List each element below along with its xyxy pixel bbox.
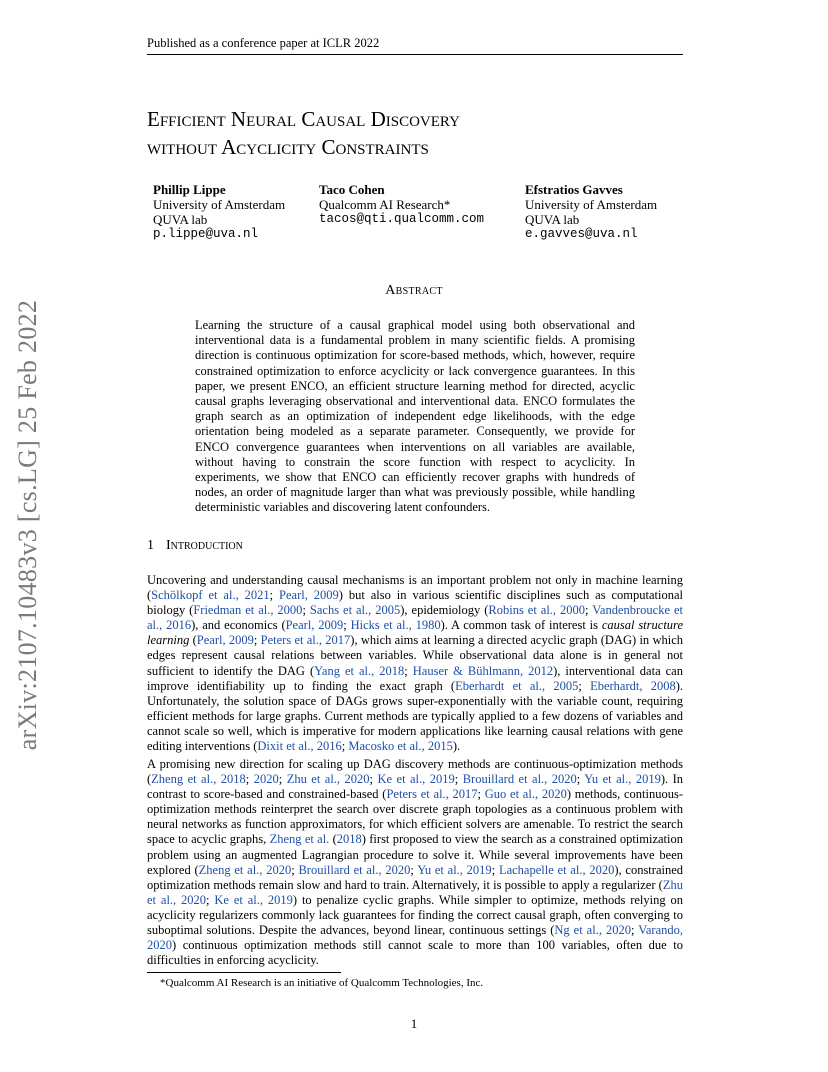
section-number: 1 <box>147 538 154 553</box>
emphasis-text: causal structure learning <box>147 618 683 648</box>
page-number: 1 <box>410 1016 418 1031</box>
citation-link[interactable]: Dixit et al., 2016 <box>257 739 342 754</box>
author-affiliation: Qualcomm AI Research* <box>319 197 451 212</box>
author-affiliation: University of Amsterdam <box>525 197 658 212</box>
running-header: Published as a conference paper at ICLR 2022 <box>147 36 380 50</box>
citation-link[interactable]: Ng et al., 2020 <box>554 923 631 938</box>
citation-link[interactable]: Eberhardt et al., 2005 <box>455 678 579 693</box>
citation-link[interactable]: Yu et al., 2019 <box>417 862 492 877</box>
citation-link[interactable]: Peters et al., 2017 <box>260 633 351 648</box>
author-name: Phillip Lippe <box>153 182 226 197</box>
citation-link[interactable]: Guo et al., 2020 <box>484 787 567 802</box>
citation-link[interactable]: Yu et al., 2019 <box>584 772 661 787</box>
author-2 <box>319 182 484 227</box>
paper-title <box>147 105 460 161</box>
citation-link[interactable]: Zheng et al., 2018 <box>151 772 246 787</box>
author-1 <box>153 182 285 242</box>
citation-link[interactable]: Vandenbroucke et al., 2016 <box>147 603 683 633</box>
abstract-text: Learning the structure of a causal graphical model using both observational and interventional data is a fundamental problem in many scientific fields. A promising direction is continuous optimization for score-based methods, which, however, require constrained optimization to enforce acyclicity or lack convergence guarantees. In this paper, we present ENCO, an efficient structure learning method for directed, acyclic causal graphs leveraging observational and interventional data. ENCO formulates the graph search as an optimization of independent edge likelihoods, with the edge orientation being modeled as a separate parameter. Consequently, we provide for ENCO convergence guarantees when interventions on all variables are available, without having to constrain the score function with respect to acyclicity. In experiments, we show that ENCO can efficiently recover graphs with hundreds of nodes, an order of magnitude larger than what was previously possible, while handling deterministic variables and discovering latent confounders. <box>195 318 635 515</box>
arxiv-stamp <box>10 290 46 760</box>
citation-link[interactable]: Varando, 2020 <box>147 923 684 953</box>
footnote-rule <box>147 972 341 973</box>
citation-link[interactable]: Peters et al., 2017 <box>386 787 478 802</box>
citation-link[interactable]: Zhu et al., 2020 <box>147 877 683 907</box>
author-affiliation: University of Amsterdam <box>153 197 286 212</box>
author-3 <box>525 182 657 242</box>
intro-paragraph-1: Uncovering and understanding causal mechanisms is an important problem not only in machine learning (Schölkopf et al., 2021; Pearl, 2009) but also in various scientific disciplines such as computational biology (Friedman et al., 2000; Sachs et al., 2005), epidemiology (Robins et al., 2000; Vandenbroucke et al., 2016), and economics (Pearl, 2009; Hicks et al., 1980). A common task of interest is causal structure learning (Pearl, 2009; Peters et al., 2017), which aims at learning a directed acyclic graph (DAG) in which edges represent causal relations between variables. While observational data alone is in general not sufficient to identify the DAG (Yang et al., 2018; Hauser & Bühlmann, 2012), interventional data can improve identifiability up to finding the exact graph (Eberhardt et al., 2005; Eberhardt, 2008). Unfortunately, the solution space of DAGs grows super-exponentially with the variable count, requiring efficient methods for large graphs. Current methods are typically applied to a few dozens of variables and cannot scale so well, which is imperative for modern applications like learning causal relations with gene editing interventions (Dixit et al., 2016; Macosko et al., 2015). <box>147 573 683 754</box>
citation-link[interactable]: Robins et al., 2000 <box>488 603 586 618</box>
author-name: Taco Cohen <box>319 182 385 197</box>
citation-link[interactable]: 2018 <box>336 832 362 847</box>
citation-link[interactable]: 2020 <box>253 772 279 787</box>
citation-link[interactable]: Pearl, 2009 <box>285 618 344 633</box>
citation-link[interactable]: Yang et al., 2018 <box>314 663 405 678</box>
citation-link[interactable]: Brouillard et al., 2020 <box>298 862 411 877</box>
citation-link[interactable]: Pearl, 2009 <box>279 588 339 603</box>
author-affiliation: QUVA lab <box>525 212 580 227</box>
title-line-2: without Acyclicity Constraints <box>147 135 429 159</box>
citation-link[interactable]: Eberhardt, 2008 <box>590 678 676 693</box>
intro-paragraph-2: A promising new direction for scaling up DAG discovery methods are continuous-optimization methods (Zheng et al., 2018; 2020; Zhu et al., 2020; Ke et al., 2019; Brouillard et al., 2020; Yu et al., 2019). In contrast to score-based and constrained-based (Peters et al., 2017; Guo et al., 2020) methods, continuous-optimization methods reinterpret the search over discrete graph topologies as a continuous problem with neural networks as function approximators, for which efficient solvers are amenable. To restrict the search space to acyclic graphs, Zheng et al. (2018) first proposed to view the search as a constrained optimization problem using an augmented Lagrangian procedure to solve it. While several improvements have been explored (Zheng et al., 2020; Brouillard et al., 2020; Yu et al., 2019; Lachapelle et al., 2020), constrained optimization methods remain slow and hard to train. Alternatively, it is possible to apply a regularizer (Zhu et al., 2020; Ke et al., 2019) to penalize cyclic graphs. While simpler to optimize, methods relying on acyclicity regularizers commonly lack guarantees for finding the correct causal graph, often converging to suboptimal solutions. Despite the advances, beyond linear, continuous settings (Ng et al., 2020; Varando, 2020) continuous optimization methods still cannot scale to more than 100 variables, often due to difficulties in enforcing acyclicity. <box>147 757 684 968</box>
citation-link[interactable]: Hauser & Bühlmann, 2012 <box>412 663 554 678</box>
title-line-1: Efficient Neural Causal Discovery <box>147 107 460 131</box>
abstract-heading: Abstract <box>385 283 443 298</box>
citation-link[interactable]: Macosko et al., 2015 <box>348 739 453 754</box>
section-heading <box>147 538 243 554</box>
arxiv-id[interactable]: arXiv:2107.10483v3 [cs.LG] 25 Feb 2022 <box>13 299 42 751</box>
citation-link[interactable]: Zheng et al. <box>269 832 330 847</box>
citation-link[interactable]: Friedman et al., 2000 <box>193 603 303 618</box>
citation-link[interactable]: Schölkopf et al., 2021 <box>151 588 270 603</box>
header-rule <box>147 54 683 55</box>
author-email[interactable]: p.lippe@uva.nl <box>153 227 259 241</box>
author-name: Efstratios Gavves <box>525 182 623 197</box>
citation-link[interactable]: Zhu et al., 2020 <box>286 772 370 787</box>
citation-link[interactable]: Ke et al., 2019 <box>214 892 293 907</box>
author-affiliation: QUVA lab <box>153 212 208 227</box>
citation-link[interactable]: Hicks et al., 1980 <box>350 618 441 633</box>
author-email[interactable]: tacos@qti.qualcomm.com <box>319 212 485 226</box>
citation-link[interactable]: Brouillard et al., 2020 <box>462 772 577 787</box>
citation-link[interactable]: Ke et al., 2019 <box>377 772 455 787</box>
citation-link[interactable]: Sachs et al., 2005 <box>309 603 401 618</box>
citation-link[interactable]: Pearl, 2009 <box>196 633 254 648</box>
section-title: Introduction <box>166 538 243 553</box>
citation-link[interactable]: Zheng et al., 2020 <box>198 862 292 877</box>
author-email[interactable]: e.gavves@uva.nl <box>525 227 638 241</box>
citation-link[interactable]: Lachapelle et al., 2020 <box>498 862 615 877</box>
footnote: *Qualcomm AI Research is an initiative of Qualcomm Technologies, Inc. <box>160 977 484 989</box>
